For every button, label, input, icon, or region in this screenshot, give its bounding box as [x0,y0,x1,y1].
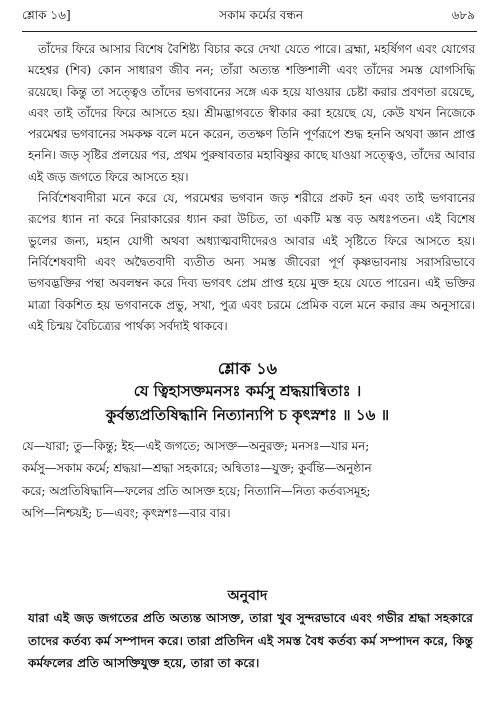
header-chapter-title: সকাম কর্মের বন্ধন [219,8,304,22]
translation-heading: অনুবাদ [227,588,268,604]
synonyms [22,435,475,525]
verse-line-1: যে ত্বিহাসক্তমনসঃ কর্মসু শ্রদ্ধয়ান্বিতাঃ । [133,382,362,400]
synonyms-line: করে; অপ্রতিষিদ্ধানি—ফলের প্রতি আসক্ত হয়ে; নিত্যানি—নিত্য কর্তব্যসমূহ; [22,483,371,498]
translation-paragraph: যারা এই জড় জগতের প্রতি অত্যন্ত আসক্ত, তারা খুব সুন্দরভাবে এবং গভীর শ্রদ্ধা সহকারে তাদের কর্তব্য কর্ম সম্পাদন করে। তারা প্রতিদিন এই সমস্ত বৈধ কর্তব্য কর্ম সম্পাদন করে, কিন্তু কর্মফলের প্রতি আসক্তিযুক্ত হয়ে, তারা তা করে। [28,611,473,671]
header-verse-ref: শ্লোক ১৬] [22,8,71,22]
synonyms-line: যে—যারা; তু—কিন্তু; ইহ—এই জগতে; আসক্ত—অনুরক্ত; মনসঃ—যার মন; [22,439,370,453]
header-rule [22,31,477,32]
purport-paragraph-1: তাঁদের ফিরে আসার বিশেষ বৈশিষ্ট্য বিচার করে দেখা যেতে পারে। ব্রহ্মা, মহর্ষিগণ এবং যোগের মহেশ্বর (শিব) কোন সাধারণ জীব নন; তাঁরা অত্যন্ত শক্তিশালী এবং তাঁদের সমস্ত যোগসিদ্ধি রয়েছে। কিন্তু তা সত্ত্বেও তাঁদের ভগবানের সঙ্গে এক হয়ে যাওয়ার চেষ্টা করার প্রবণতা রয়েছে, এবং তাই তাঁদের ফিরে আসতে হয়। শ্রীমদ্ভাগবতে স্বীকার করা হয়েছে যে, কেউ যখন নিজেকে পরমেশ্বর ভগবানের সমকক্ষ বলে মনে করেন, ততক্ষণ তিনি পূর্ণরূপে শুদ্ধ হননি অথবা জ্ঞান প্রাপ্ত হননি। জড় সৃষ্টির প্রলয়ের পর, প্রথম পুরুষাবতার মহাবিষ্ণুর কাছে যাওয়া সত্ত্বেও, তাঁদের আবার এই জড় জগতে ফিরে আসতে হয়। [28,42,475,184]
translation-text [28,607,473,675]
purport-text [28,39,475,337]
synonyms-line: অপি—নিশ্চয়ই; চ—এবং; কৃৎস্নশঃ—বার বার। [22,506,231,521]
verse-heading: শ্লোক ১৬ [217,359,278,378]
verse-line-2: কুর্বন্ত্যপ্রতিষিদ্ধানি নিত্যান্যপি চ কৃৎস্নশঃ ॥ ১৬ ॥ [105,406,390,424]
purport-paragraph-2: নির্বিশেষবাদীরা মনে করে যে, পরমেশ্বর ভগবান জড় শরীরে প্রকট হন এবং তাই ভগবানের রূপের ধ্যান না করে নিরাকারের ধ্যান করা উচিত, তা একটি মস্ত বড় অধঃপতন। এই বিশেষ ভুলের জন্য, মহান যোগী অথবা অধ্যাত্মবাদীদেরও আবার এই সৃষ্টিতে ফিরে আসতে হয়। নির্বিশেষবাদী এবং অদ্বৈতবাদী ব্যতীত অন্য সমস্ত জীবেরা পূর্ণ কৃষ্ণভাবনায় সরাসরিভাবে ভগবদ্ভক্তির পন্থা অবলম্বন করে দিব্য ভগবৎ প্রেম প্রাপ্ত হয়ে মুক্ত হয়ে যেতে পারেন। এই ভক্তির মাত্রা বিকশিত হয় ভগবানকে প্রভু, সখা, পুত্র এবং চরমে প্রেমিক বলে মনে করার ক্রম অনুসারে। এই চিন্ময় বৈচিত্র্যের পার্থক্য সর্বদাই থাকবে। [28,191,475,333]
running-header [22,6,475,28]
synonyms-line: কর্মসু—সকাম কর্মে; শ্রদ্ধয়া—শ্রদ্ধা সহকারে; অন্বিতাঃ—যুক্ত; কুর্বন্তি—অনুষ্ঠান [22,461,372,476]
page-number: ৬৮৯ [451,8,475,22]
sanskrit-verse [0,379,495,427]
